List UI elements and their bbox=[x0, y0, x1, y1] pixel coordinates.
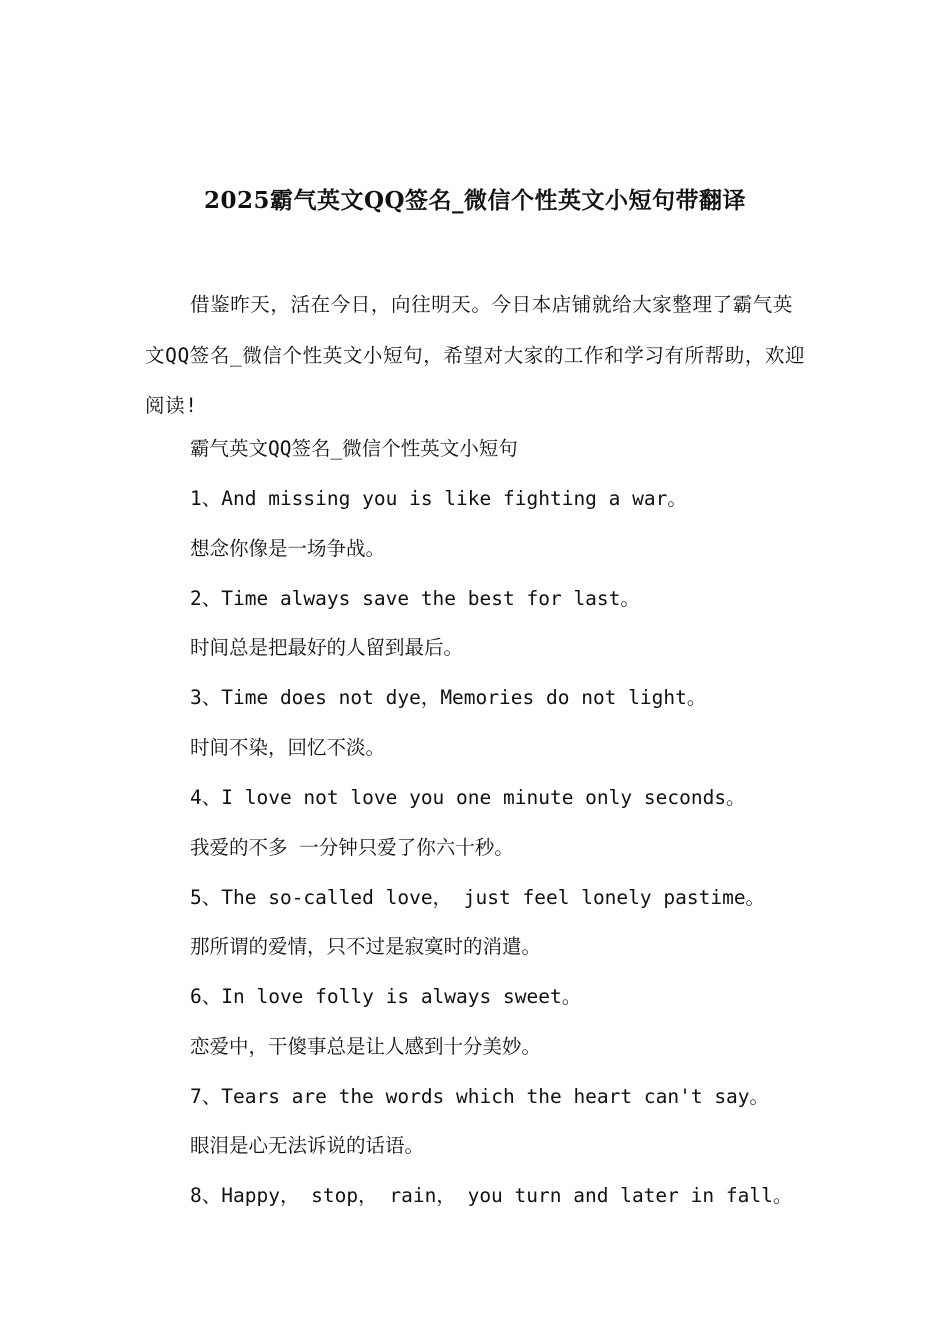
quote-en-6: 6、In love folly is always sweet。 bbox=[190, 985, 582, 1008]
quote-en-2: 2、Time always save the best for last。 bbox=[190, 587, 640, 610]
quote-zh-6: 恋爱中，干傻事总是让人感到十分美妙。 bbox=[190, 1035, 542, 1058]
quote-zh-7: 眼泪是心无法诉说的话语。 bbox=[190, 1134, 425, 1157]
quote-en-7: 7、Tears are the words which the heart can't say。 bbox=[190, 1085, 770, 1108]
quote-zh-1: 想念你像是一场争战。 bbox=[190, 537, 386, 560]
quote-en-1: 1、And missing you is like fighting a war。 bbox=[190, 487, 687, 510]
quote-zh-2: 时间总是把最好的人留到最后。 bbox=[190, 636, 464, 659]
quote-zh-4: 我爱的不多 一分钟只爱了你六十秒。 bbox=[190, 836, 514, 859]
intro-paragraph: 借鉴昨天，活在今日，向往明天。今日本店铺就给大家整理了霸气英文QQ签名_微信个性英文小短句，希望对大家的工作和学习有所帮助，欢迎阅读! bbox=[145, 293, 806, 417]
quote-zh-3: 时间不染，回忆不淡。 bbox=[190, 736, 386, 759]
document-title: 2025霸气英文QQ签名_微信个性英文小短句带翻译 bbox=[203, 187, 747, 214]
quote-en-8: 8、Happy， stop， rain， you turn and later in fall。 bbox=[190, 1184, 793, 1207]
quote-en-3: 3、Time does not dye，Memories do not light。 bbox=[190, 686, 707, 709]
section-heading: 霸气英文QQ签名_微信个性英文小短句 bbox=[190, 437, 518, 460]
quote-zh-5: 那所谓的爱情，只不过是寂寞时的消遣。 bbox=[190, 935, 542, 958]
quote-en-5: 5、The so-called love， just feel lonely pastime。 bbox=[190, 886, 766, 909]
quote-en-4: 4、I love not love you one minute only seconds。 bbox=[190, 786, 746, 809]
